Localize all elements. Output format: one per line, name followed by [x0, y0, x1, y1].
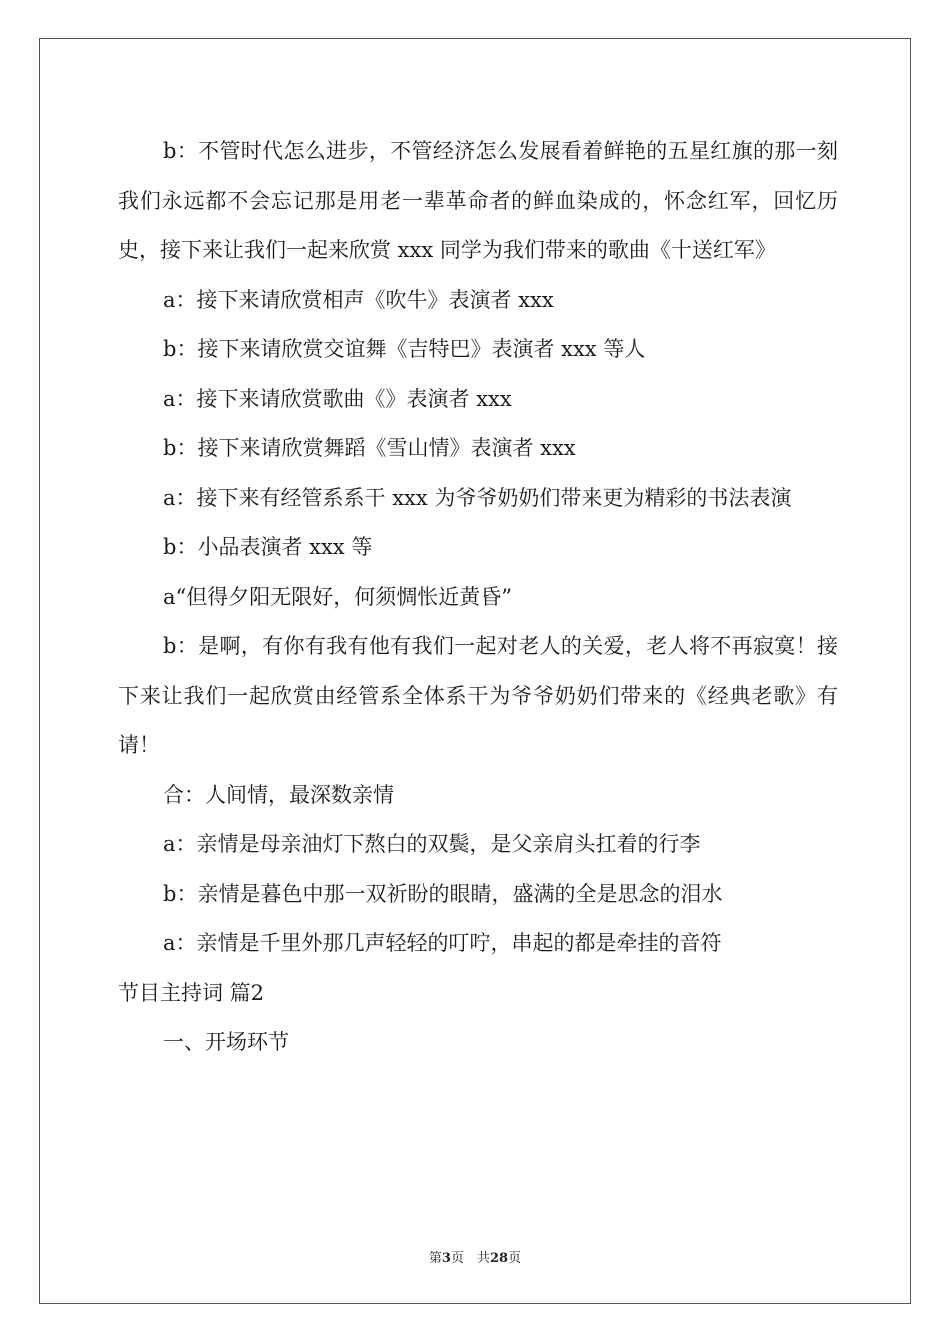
paragraph: b：不管时代怎么进步，不管经济怎么发展看着鲜艳的五星红旗的那一刻我们永远都不会忘记那是用老一辈革命者的鲜血染成的，怀念红军，回忆历史，接下来让我们一起来欣赏 xxx 同学为我们带来的歌曲《十送红军》	[118, 139, 838, 262]
paragraph: b：小品表演者 xxx 等	[163, 535, 373, 559]
paragraph: a：亲情是千里外那几声轻轻的叮咛，串起的都是牵挂的音符	[163, 931, 722, 955]
paragraph: a：接下来有经管系系干 xxx 为爷爷奶奶们带来更为精彩的书法表演	[163, 485, 792, 510]
document-body	[118, 127, 838, 1068]
paragraph: b：是啊，有你有我有他有我们一起对老人的关爱，老人将不再寂寞！接下来让我们一起欣赏由经管系全体系干为爷爷奶奶们带来的《经典老歌》有请！	[118, 634, 838, 757]
paragraph: a“但得夕阳无限好，何须惆怅近黄昏”	[163, 584, 512, 609]
paragraph: 合：人间情，最深数亲情	[163, 782, 394, 807]
page-footer	[0, 1247, 950, 1266]
paragraph: b：亲情是暮色中那一双祈盼的眼睛，盛满的全是思念的泪水	[163, 881, 723, 906]
total-pages-number: 28	[489, 1251, 509, 1266]
current-page-number: 3	[441, 1251, 451, 1266]
footer-suffix: 页	[508, 1251, 522, 1266]
paragraph: a：接下来请欣赏相声《吹牛》表演者 xxx	[163, 287, 554, 312]
footer-mid: 页 共	[450, 1251, 490, 1266]
footer-prefix: 第	[428, 1251, 442, 1266]
paragraph: a：亲情是母亲油灯下熬白的双鬓，是父亲肩头扛着的行李	[163, 832, 701, 856]
paragraph: a：接下来请欣赏歌曲《》表演者 xxx	[163, 386, 512, 411]
paragraph: b：接下来请欣赏交谊舞《吉特巴》表演者 xxx 等人	[163, 337, 646, 361]
subsection-heading: 一、开场环节	[163, 1030, 289, 1054]
section-heading: 节目主持词 篇2	[118, 980, 265, 1005]
paragraph: b：接下来请欣赏舞蹈《雪山情》表演者 xxx	[163, 436, 576, 460]
